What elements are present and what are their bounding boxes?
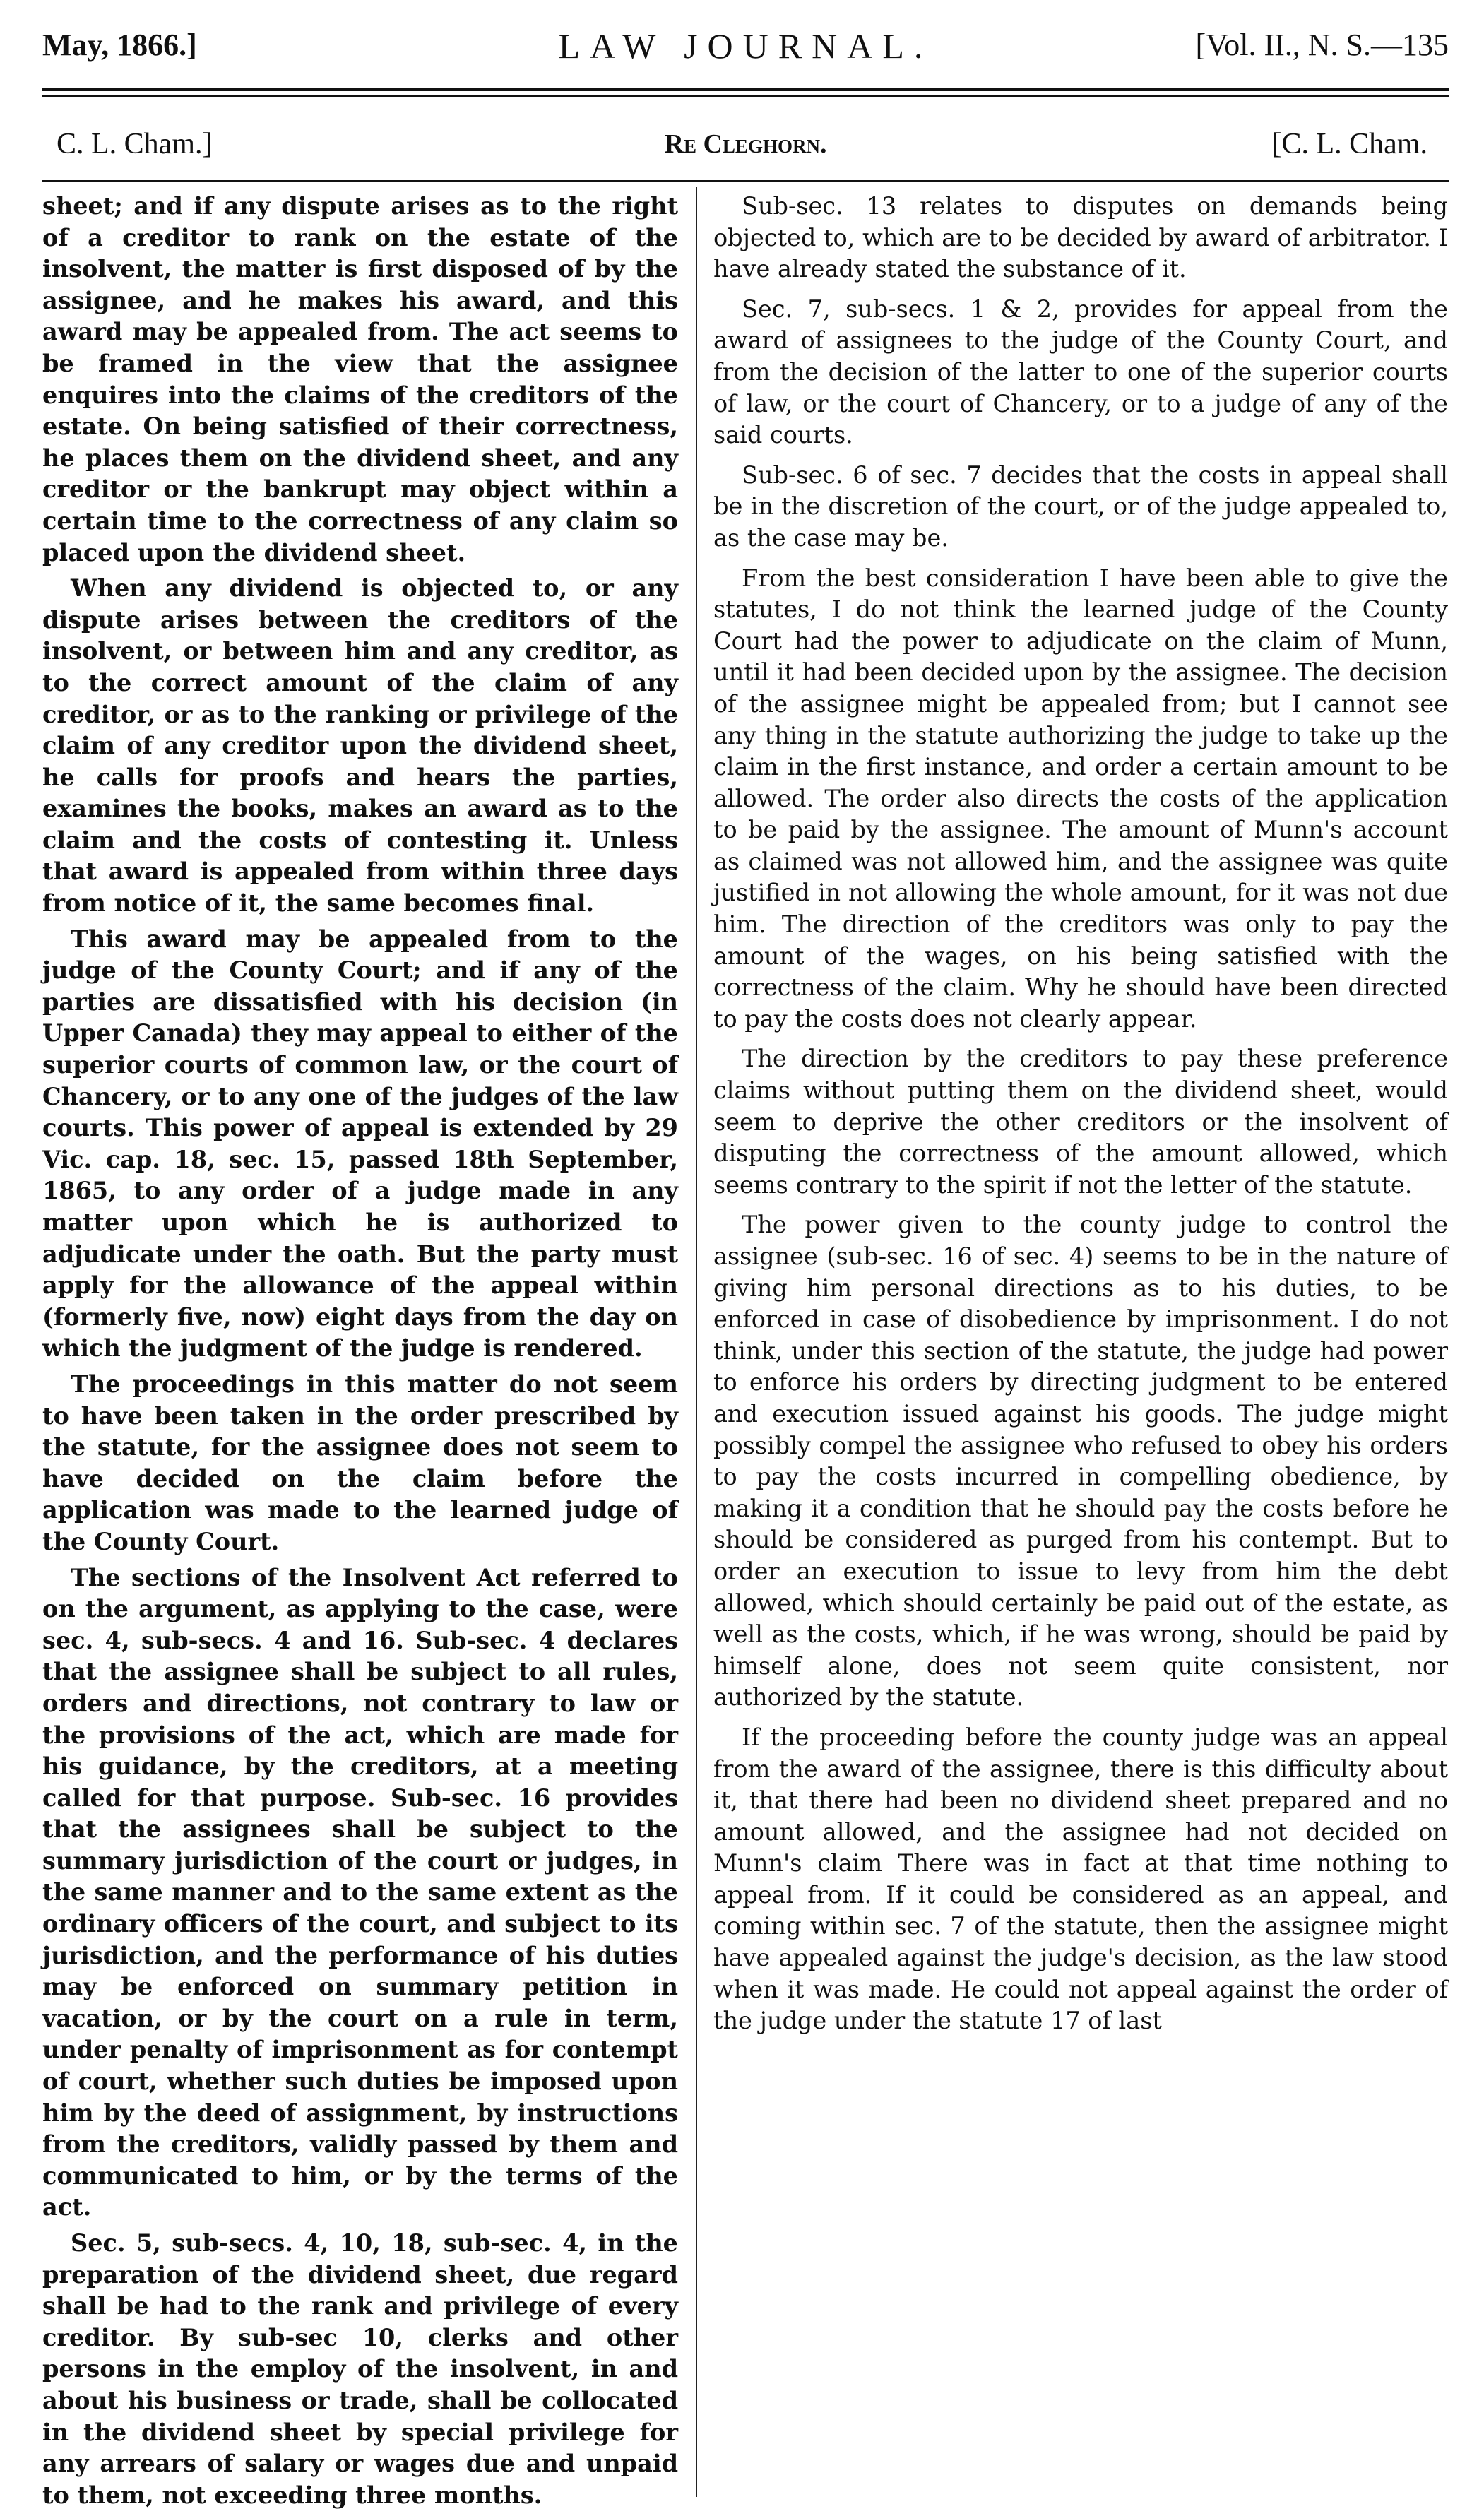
paragraph: The sections of the Insolvent Act referred to on the argument, as applying to the case, were sec. 4, sub-secs. 4 and 16. Sub-sec. 4 declares that the assignee shall be subject to all rules, orders and directions, not contrary to law or the provisions of the act, which are made for his guidance, by the creditors, at a meeting called for that purpose. Sub-sec. 16 provides that the assignees shall be subject to the summary jurisdiction of the court or judges, in the same manner and to the same extent as the ordinary officers of the court, and subject to its jurisdiction, and the performance of his duties may be enforced on summary petition in vacation, or by the court on a rule in term, under penalty of imprisonment as for contempt of court, whether such duties be imposed upon him by the deed of assignment, by instructions from the creditors, validly passed by them and communicated to him, or by the terms of the act. [42, 1563, 678, 2221]
paragraph: Sec. 5, sub-secs. 4, 10, 18, sub-sec. 4, in the preparation of the dividend sheet, due regard shall be had to the rank and privilege of every creditor. By sub-sec 10, clerks and other persons in the employ of the insolvent, in and about his business or trade, shall be collocated in the dividend sheet by special privilege for any arrears of salary or wages due and unpaid to them, not exceeding three months. [42, 2229, 678, 2509]
paragraph: From the best consideration I have been able to give the statutes, I do not think the learned judge of the County Court had the power to adjudicate on the claim of Munn, until it had been decided upon by the assignee. The decision of the assignee might be appealed from; but I cannot see any thing in the statute authorizing the judge to take up the claim in the first instance, and order a certain amount to be allowed. The order also directs the costs of the application to be paid by the assignee. The amount of Munn's account as claimed was not allowed him, and the assignee was quite justified in not allowing the whole amount, for it was not due him. The direction of the creditors was only to pay the amount of the wages, on his being satisfied with the correctness of the claim. Why he should have been directed to pay the costs does not clearly appear. [713, 564, 1448, 1033]
left-column [42, 191, 678, 2515]
paragraph: The proceedings in this matter do not seem to have been taken in the order prescribed by the statute, for the assignee does not seem to have decided on the claim before the application was made to the learned judge of the County Court. [42, 1370, 678, 1555]
right-column [713, 191, 1448, 2046]
journal-title: LAW JOURNAL. [558, 26, 933, 66]
paragraph: If the proceeding before the county judge was an appeal from the award of the assignee, there is this difficulty about it, that there had been no dividend sheet prepared and no amount allowed, and the assignee had not decided on Munn's claim There was in fact at that time nothing to appeal from. If it could be considered as an appeal, and coming within sec. 7 of the statute, then the assignee might have appealed against the judge's decision, as the law stood when it was made. He could not appeal against the order of the judge under the statute 17 of last [713, 1723, 1448, 2035]
paragraph: This award may be appealed from to the judge of the County Court; and if any of the parties are dissatisfied with his decision (in Upper Canada) they may appeal to either of the superior courts of common law, or the court of Chancery, or to any one of the judges of the law courts. This power of appeal is extended by 29 Vic. cap. 18, sec. 15, passed 18th September, 1865, to any order of a judge made in any matter upon which he is authorized to adjudicate under the oath. But the party must apply for the allowance of the appeal within (formerly five, now) eight days from the day on which the judgment of the judge is rendered. [42, 925, 678, 1363]
volume-page-number: [Vol. II., N. S.—135 [1195, 28, 1449, 62]
case-title: Re Cleghorn. [664, 129, 827, 159]
paragraph: Sec. 7, sub-secs. 1 & 2, provides for appeal from the award of assignees to the judge of the County Court, and from the decision of the latter to one of the superior courts of law, or the court of Chancery, or to a judge of any of the said courts. [713, 295, 1448, 449]
court-label-right: [C. L. Cham. [1271, 128, 1427, 160]
case-header [42, 127, 1449, 170]
court-label-left: C. L. Cham.] [57, 128, 213, 160]
running-header [42, 20, 1449, 76]
paragraph: Sub-sec. 13 relates to disputes on demands being objected to, which are to be decided by award of arbitrator. I have already stated the substance of it. [713, 192, 1448, 283]
paragraph: When any dividend is objected to, or any dispute arises between the creditors of the insolvent, or between him and any creditor, as to the correct amount of the claim of any creditor, or as to the ranking or privilege of the claim of any creditor upon the dividend sheet, he calls for proofs and hears the parties, examines the books, makes an award as to the claim and the costs of contesting it. Unless that award is appealed from within three days from notice of it, the same becomes final. [42, 574, 678, 918]
column-divider [696, 187, 697, 2497]
header-double-rule [42, 88, 1449, 97]
paragraph: Sub-sec. 6 of sec. 7 decides that the costs in appeal shall be in the discretion of the court, or of the judge appealed to, as the case may be. [713, 461, 1448, 552]
issue-date: May, 1866.] [42, 28, 197, 62]
paragraph: The direction by the creditors to pay these preference claims without putting them on the dividend sheet, would seem to deprive the other creditors or the insolvent of disputing the correctness of the amount allowed, which seems contrary to the spirit if not the letter of the statute. [713, 1045, 1448, 1199]
paragraph: sheet; and if any dispute arises as to the right of a creditor to rank on the estate of the insolvent, the matter is first disposed of by the assignee, and he makes his award, and this award may be appealed from. The act seems to be framed in the view that the assignee enquires into the claims of the creditors of the estate. On being satisfied of their correctness, he places them on the dividend sheet, and any creditor or the bankrupt may object within a certain time to the correctness of any claim so placed upon the dividend sheet. [42, 192, 678, 566]
case-header-rule [42, 180, 1449, 182]
paragraph: The power given to the county judge to control the assignee (sub-sec. 16 of sec. 4) seems to be in the nature of giving him personal directions as to his duties, to be enforced in case of disobedience by imprisonment. I do not think, under this section of the statute, the judge had power to enforce his orders by directing judgment to be entered and execution issued against his goods. The judge might possibly compel the assignee who refused to obey his orders to pay the costs incurred in compelling obedience, by making it a condition that he should pay the costs before he should be considered as purged from his contempt. But to order an execution to issue to levy from him the debt allowed, which should certainly be paid out of the estate, as well as the costs, which, if he was wrong, should be paid by himself alone, does not seem quite consistent, nor authorized by the statute. [713, 1211, 1448, 1711]
